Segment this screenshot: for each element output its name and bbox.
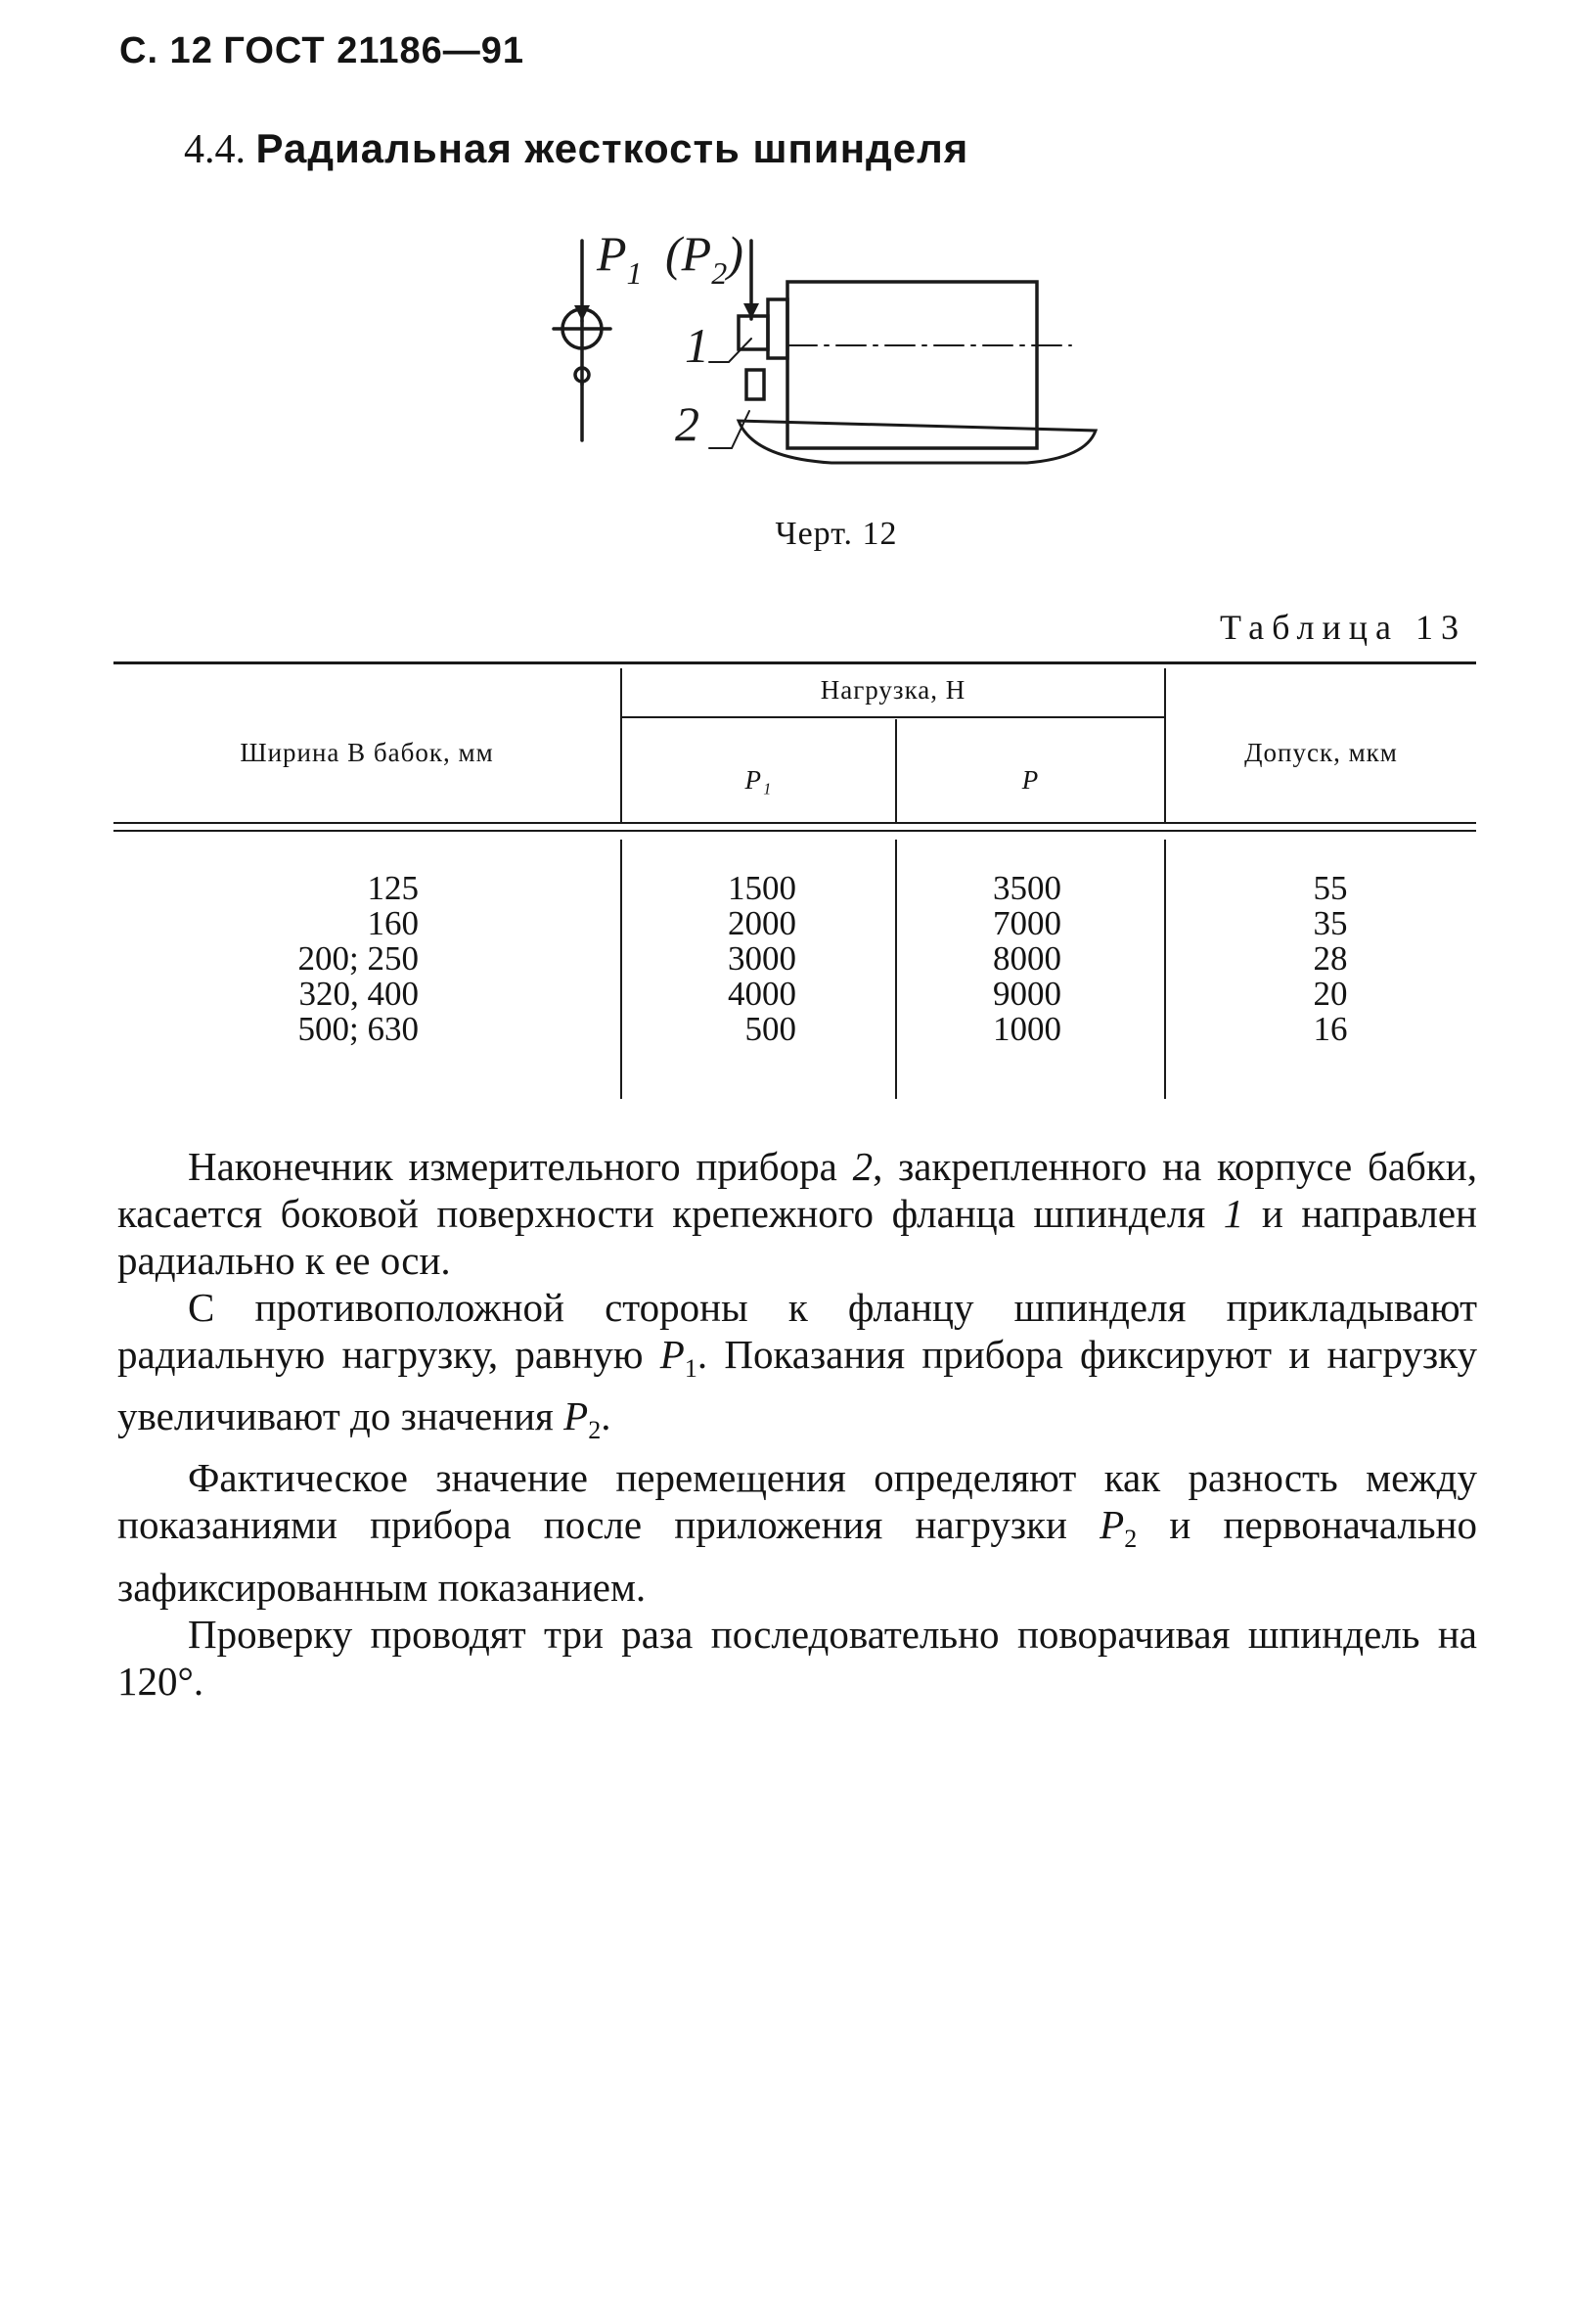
paragraph: Проверку проводят три раза последовательно поворачивая шпиндель на 120°. xyxy=(117,1611,1477,1704)
paragraph: Наконечник измерительного прибора 2, закрепленного на корпусе бабки, касается боковой поверхности крепежного фланца шпинделя 1 и направлен радиально к ее оси. xyxy=(117,1144,1477,1283)
header-width: Ширина B бабок, мм xyxy=(240,738,494,767)
header-load: Нагрузка, Н xyxy=(820,675,966,705)
header-p: P xyxy=(1021,765,1040,795)
page-header xyxy=(119,29,524,72)
housing-base xyxy=(739,421,1096,463)
header-p1: P₁ xyxy=(744,765,773,795)
cell-tol: 20 xyxy=(1313,975,1348,1013)
cell-tol: 55 xyxy=(1313,869,1348,907)
cell-p: 9000 xyxy=(993,975,1061,1013)
body-text xyxy=(117,1143,1477,1705)
figure-caption: Черт. 12 xyxy=(775,516,898,552)
cell-p: 3500 xyxy=(993,869,1061,907)
paragraph: Фактическое значение перемещения определяют как разность между показаниями прибора после приложения нагрузки $P_2$ и первоначально зафиксированным показанием. xyxy=(117,1455,1477,1610)
cell-p1: 4000 xyxy=(728,975,796,1013)
cell-p: 8000 xyxy=(993,939,1061,978)
cell-p: 1000 xyxy=(993,1010,1061,1048)
table-caption: Таблица 13 xyxy=(1220,608,1466,647)
standard-number: ГОСТ 21186—91 xyxy=(223,30,525,71)
label-2: 2 xyxy=(675,396,699,451)
cell-width: 320, 400 xyxy=(298,975,419,1013)
cell-p1: 2000 xyxy=(728,904,796,942)
section-number: 4.4. xyxy=(184,127,246,172)
gauge-body xyxy=(746,370,764,399)
table-col-divider xyxy=(895,840,897,1099)
cell-width: 500; 630 xyxy=(297,1010,419,1048)
label-1: 1 xyxy=(685,318,709,373)
cell-width: 125 xyxy=(367,869,419,907)
table-top-rule xyxy=(113,661,1476,664)
gauge-tip xyxy=(739,316,768,349)
table-subheader-rule xyxy=(620,716,1164,718)
table-header-rule-1 xyxy=(113,822,1476,824)
table-header-rule-2 xyxy=(113,830,1476,832)
page-number: С. 12 xyxy=(119,30,213,71)
cell-tol: 16 xyxy=(1313,1010,1348,1048)
cell-p: 7000 xyxy=(993,904,1061,942)
cell-tol: 35 xyxy=(1313,904,1348,942)
cell-p1: 3000 xyxy=(728,939,796,978)
section-heading xyxy=(184,125,968,173)
section-title: Радиальная жесткость шпинделя xyxy=(255,125,969,171)
cell-width: 200; 250 xyxy=(297,939,419,978)
cell-p1: 1500 xyxy=(728,869,796,907)
header-tolerance: Допуск, мкм xyxy=(1244,738,1398,767)
cell-width: 160 xyxy=(367,904,419,942)
cell-p1: 500 xyxy=(744,1010,796,1048)
paragraph: С противоположной стороны к фланцу шпинделя прикладывают радиальную нагрузку, равную $P_1$. Показания прибора фиксируют и нагрузку увеличивают до значения $P_2$. xyxy=(117,1285,1477,1445)
table-col-divider xyxy=(620,840,622,1099)
label-p1: $P_1$ xyxy=(597,226,643,291)
label-p2: $(P_2)$ xyxy=(665,226,743,291)
table-col-divider xyxy=(1164,840,1166,1099)
flange xyxy=(768,299,787,358)
spindle-drawing xyxy=(518,223,1125,468)
cell-tol: 28 xyxy=(1313,939,1348,978)
